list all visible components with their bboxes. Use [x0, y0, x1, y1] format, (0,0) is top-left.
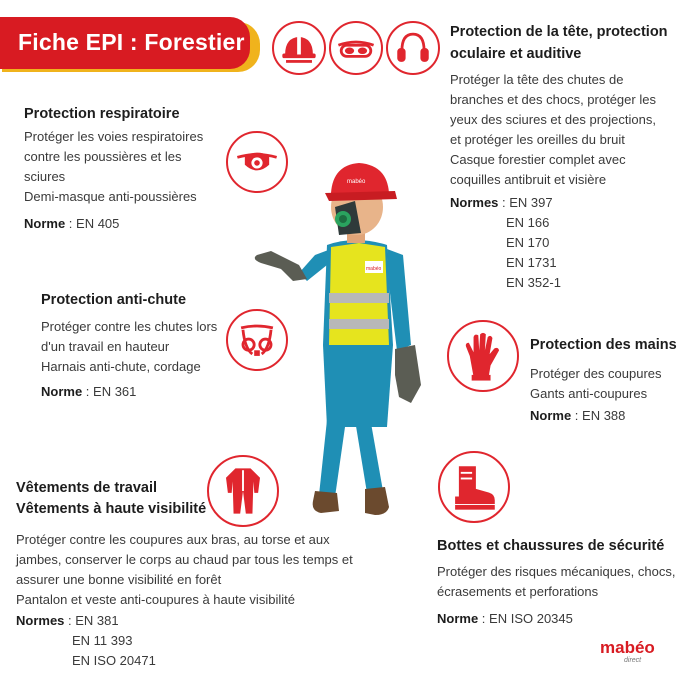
boots-norme-value: EN ISO 20345	[489, 611, 573, 626]
head-desc-3: yeux des sciures et des projections,	[450, 112, 656, 127]
logo-sub: direct	[624, 657, 642, 664]
head-norme: Normes : EN 397	[450, 195, 553, 210]
fall-norme-value: EN 361	[93, 384, 137, 399]
respiratory-desc-1: Protéger les voies respiratoires	[24, 129, 204, 144]
respiratory-desc-4: Demi-masque anti-poussières	[24, 189, 197, 204]
respiratory-desc-3: sciures	[24, 169, 66, 184]
clothing-title-1: Vêtements de travail	[16, 480, 158, 496]
fall-title: Protection anti-chute	[41, 292, 187, 308]
boot-icon	[438, 451, 510, 523]
forester-figure	[235, 155, 445, 530]
clothing-desc-3: assurer une bonne visibilité en forêt	[16, 572, 222, 587]
hands-norme: Norme : EN 388	[530, 408, 626, 423]
head-norme-2: EN 166	[506, 215, 550, 230]
hands-norme-value: EN 388	[582, 408, 626, 423]
head-desc-2: branches et des chocs, protéger les	[450, 92, 656, 107]
helmet-icon	[272, 21, 326, 75]
respiratory-norme-value: EN 405	[76, 216, 120, 231]
clothing-desc-2: jambes, conserver le corps au chaud par tous les temps et	[16, 552, 353, 567]
clothing-norme-1: EN 381	[75, 613, 119, 628]
head-desc-5: Casque forestier complet avec	[450, 152, 626, 167]
boots-desc-2: écrasements et perforations	[437, 584, 599, 599]
respiratory-norme: Norme : EN 405	[24, 216, 120, 231]
head-desc-1: Protéger la tête des chutes de	[450, 72, 624, 87]
head-norme-1: EN 397	[509, 195, 553, 210]
clothing-norme: Normes : EN 381	[16, 613, 119, 628]
boots-norme-label: Norme	[437, 611, 479, 626]
fall-desc-3: Harnais anti-chute, cordage	[41, 359, 201, 374]
clothing-desc-4: Pantalon et veste anti-coupures à haute visibilité	[16, 592, 295, 607]
vest-logo: mabéo	[366, 266, 382, 272]
helmet-logo: mabéo	[347, 179, 366, 185]
clothing-title-2: Vêtements à haute visibilité	[16, 501, 207, 517]
glove-icon	[447, 320, 519, 392]
hands-norme-label: Norme	[530, 408, 572, 423]
fall-norme: Norme : EN 361	[41, 384, 137, 399]
head-norme-4: EN 1731	[506, 255, 557, 270]
earmuffs-icon	[386, 21, 440, 75]
fall-desc-1: Protéger contre les chutes lors	[41, 319, 218, 334]
head-norme-3: EN 170	[506, 235, 550, 250]
head-desc-6: coquilles antibruit et visière	[450, 172, 607, 187]
respiratory-norme-label: Norme	[24, 216, 66, 231]
brand-logo	[600, 638, 680, 668]
respiratory-title: Protection respiratoire	[24, 106, 180, 122]
boots-title: Bottes et chaussures de sécurité	[437, 538, 665, 554]
head-norme-5: EN 352-1	[506, 275, 561, 290]
boots-norme: Norme : EN ISO 20345	[437, 611, 573, 626]
clothing-norme-label: Normes	[16, 613, 65, 628]
logo-main: mabéo	[600, 638, 655, 657]
respiratory-desc-2: contre les poussières et les	[24, 149, 182, 164]
clothing-desc-1: Protéger contre les coupures aux bras, au torse et aux	[16, 532, 330, 547]
head-norme-label: Normes	[450, 195, 499, 210]
goggles-icon	[329, 21, 383, 75]
head-desc-4: et protéger les oreilles du bruit	[450, 132, 625, 147]
hands-desc-1: Protéger des coupures	[530, 366, 662, 381]
hands-desc-2: Gants anti-coupures	[530, 386, 648, 401]
clothing-norme-3: EN ISO 20471	[72, 653, 156, 668]
hands-title: Protection des mains	[530, 337, 677, 353]
clothing-norme-2: EN 11 393	[72, 633, 133, 648]
fall-norme-label: Norme	[41, 384, 83, 399]
fall-desc-2: d'un travail en hauteur	[41, 339, 170, 354]
boots-desc-1: Protéger des risques mécaniques, chocs,	[437, 564, 676, 579]
head-title-1: Protection de la tête, protection	[450, 24, 668, 40]
head-title-2: oculaire et auditive	[450, 46, 582, 62]
page-title: Fiche EPI : Forestier	[0, 17, 250, 69]
